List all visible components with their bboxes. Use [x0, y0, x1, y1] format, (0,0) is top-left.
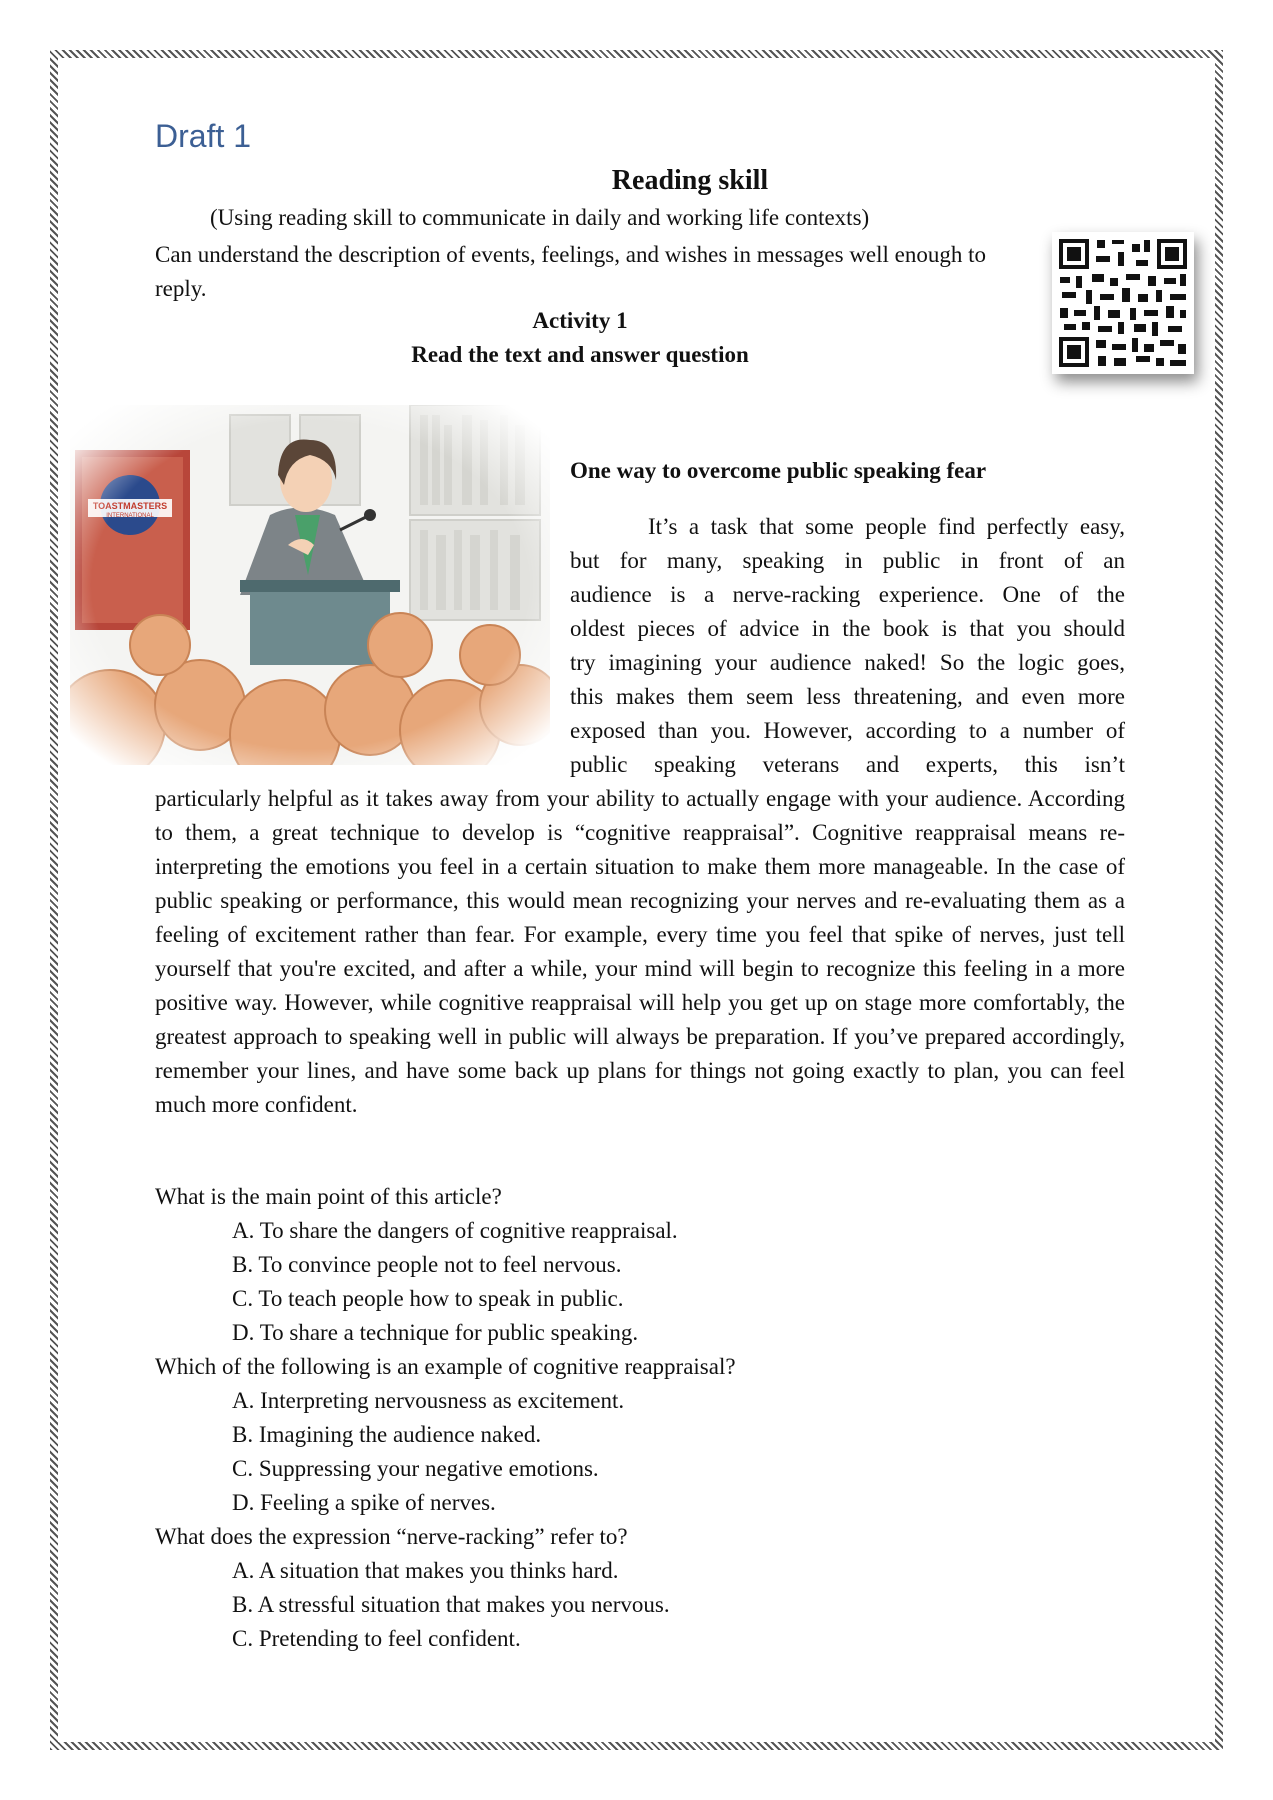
- answer-option: B. To convince people not to feel nervous.: [232, 1252, 622, 1277]
- answer-option: B. Imagining the audience naked.: [232, 1422, 542, 1447]
- answer-option: C. Suppressing your negative emotions.: [232, 1456, 599, 1481]
- question-1: What is the main point of this article?: [155, 1184, 502, 1209]
- article-line: oldest pieces of advice in the book is that you should: [570, 616, 1125, 641]
- draft-label: Draft 1: [155, 118, 252, 154]
- question-2: Which of the following is an example of cognitive reappraisal?: [155, 1354, 736, 1379]
- article-line: audience is a nerve-racking experience. One of the: [570, 582, 1125, 607]
- article-intro: [570, 510, 1125, 782]
- question-3: What does the expression “nerve-racking” refer to?: [155, 1524, 628, 1549]
- qr-code: [1052, 232, 1194, 374]
- speaker-illustration: [70, 405, 550, 765]
- activity-instruction: Read the text and answer question: [411, 342, 749, 367]
- article-line: public speaking veterans and experts, this isn’t: [570, 752, 1125, 777]
- article-title: One way to overcome public speaking fear: [570, 458, 987, 483]
- article-line: exposed than you. However, according to a number of: [570, 718, 1125, 743]
- skill-description: Can understand the description of events, feelings, and wishes in messages well enough to reply.: [155, 242, 987, 301]
- page-title: Reading skill: [611, 165, 769, 196]
- answer-option: D. To share a technique for public speaking.: [232, 1320, 639, 1345]
- answer-option: A. Interpreting nervousness as excitement.: [232, 1388, 625, 1413]
- qr-code-image: [1052, 232, 1194, 374]
- article-body: particularly helpful as it takes away from your ability to actually engage with your audience. According to them, a great technique to develop is “cognitive reappraisal”. Cognitive reappraisal means re-interpreting the emotions you feel in a certain situation to make them more manageable. In the case of public speaking or performance, this would mean recognizing your nerves and re-evaluating them as a feeling of excitement rather than fear. For example, every time you feel that spike of nerves, just tell yourself that you're excited, and after a while, your mind will begin to recognize this feeling in a more positive way. However, while cognitive reappraisal will help you get up on stage more comfortably, the greatest approach to speaking well in public will always be preparation. If you’ve prepared accordingly, remember your lines, and have some back up plans for things not going exactly to plan, you can feel much more confident.: [155, 786, 1125, 1117]
- answer-option: A. To share the dangers of cognitive reappraisal.: [232, 1218, 678, 1243]
- answer-option: A. A situation that makes you thinks hard.: [232, 1558, 619, 1583]
- question-list: [155, 1180, 736, 1656]
- answer-option: C. To teach people how to speak in public.: [232, 1286, 624, 1311]
- activity-heading: Activity 1: [532, 308, 628, 333]
- page-subtitle: (Using reading skill to communicate in daily and working life contexts): [210, 205, 870, 230]
- article-line: this makes them seem less threatening, and even more: [570, 684, 1125, 709]
- answer-option: B. A stressful situation that makes you nervous.: [232, 1592, 670, 1617]
- article-line: but for many, speaking in public in front of an: [570, 548, 1125, 573]
- article-line: try imagining your audience naked! So the logic goes,: [570, 650, 1125, 675]
- article-line: It’s a task that some people find perfectly easy,: [648, 514, 1125, 539]
- answer-option: D. Feeling a spike of nerves.: [232, 1490, 496, 1515]
- answer-option: C. Pretending to feel confident.: [232, 1626, 521, 1651]
